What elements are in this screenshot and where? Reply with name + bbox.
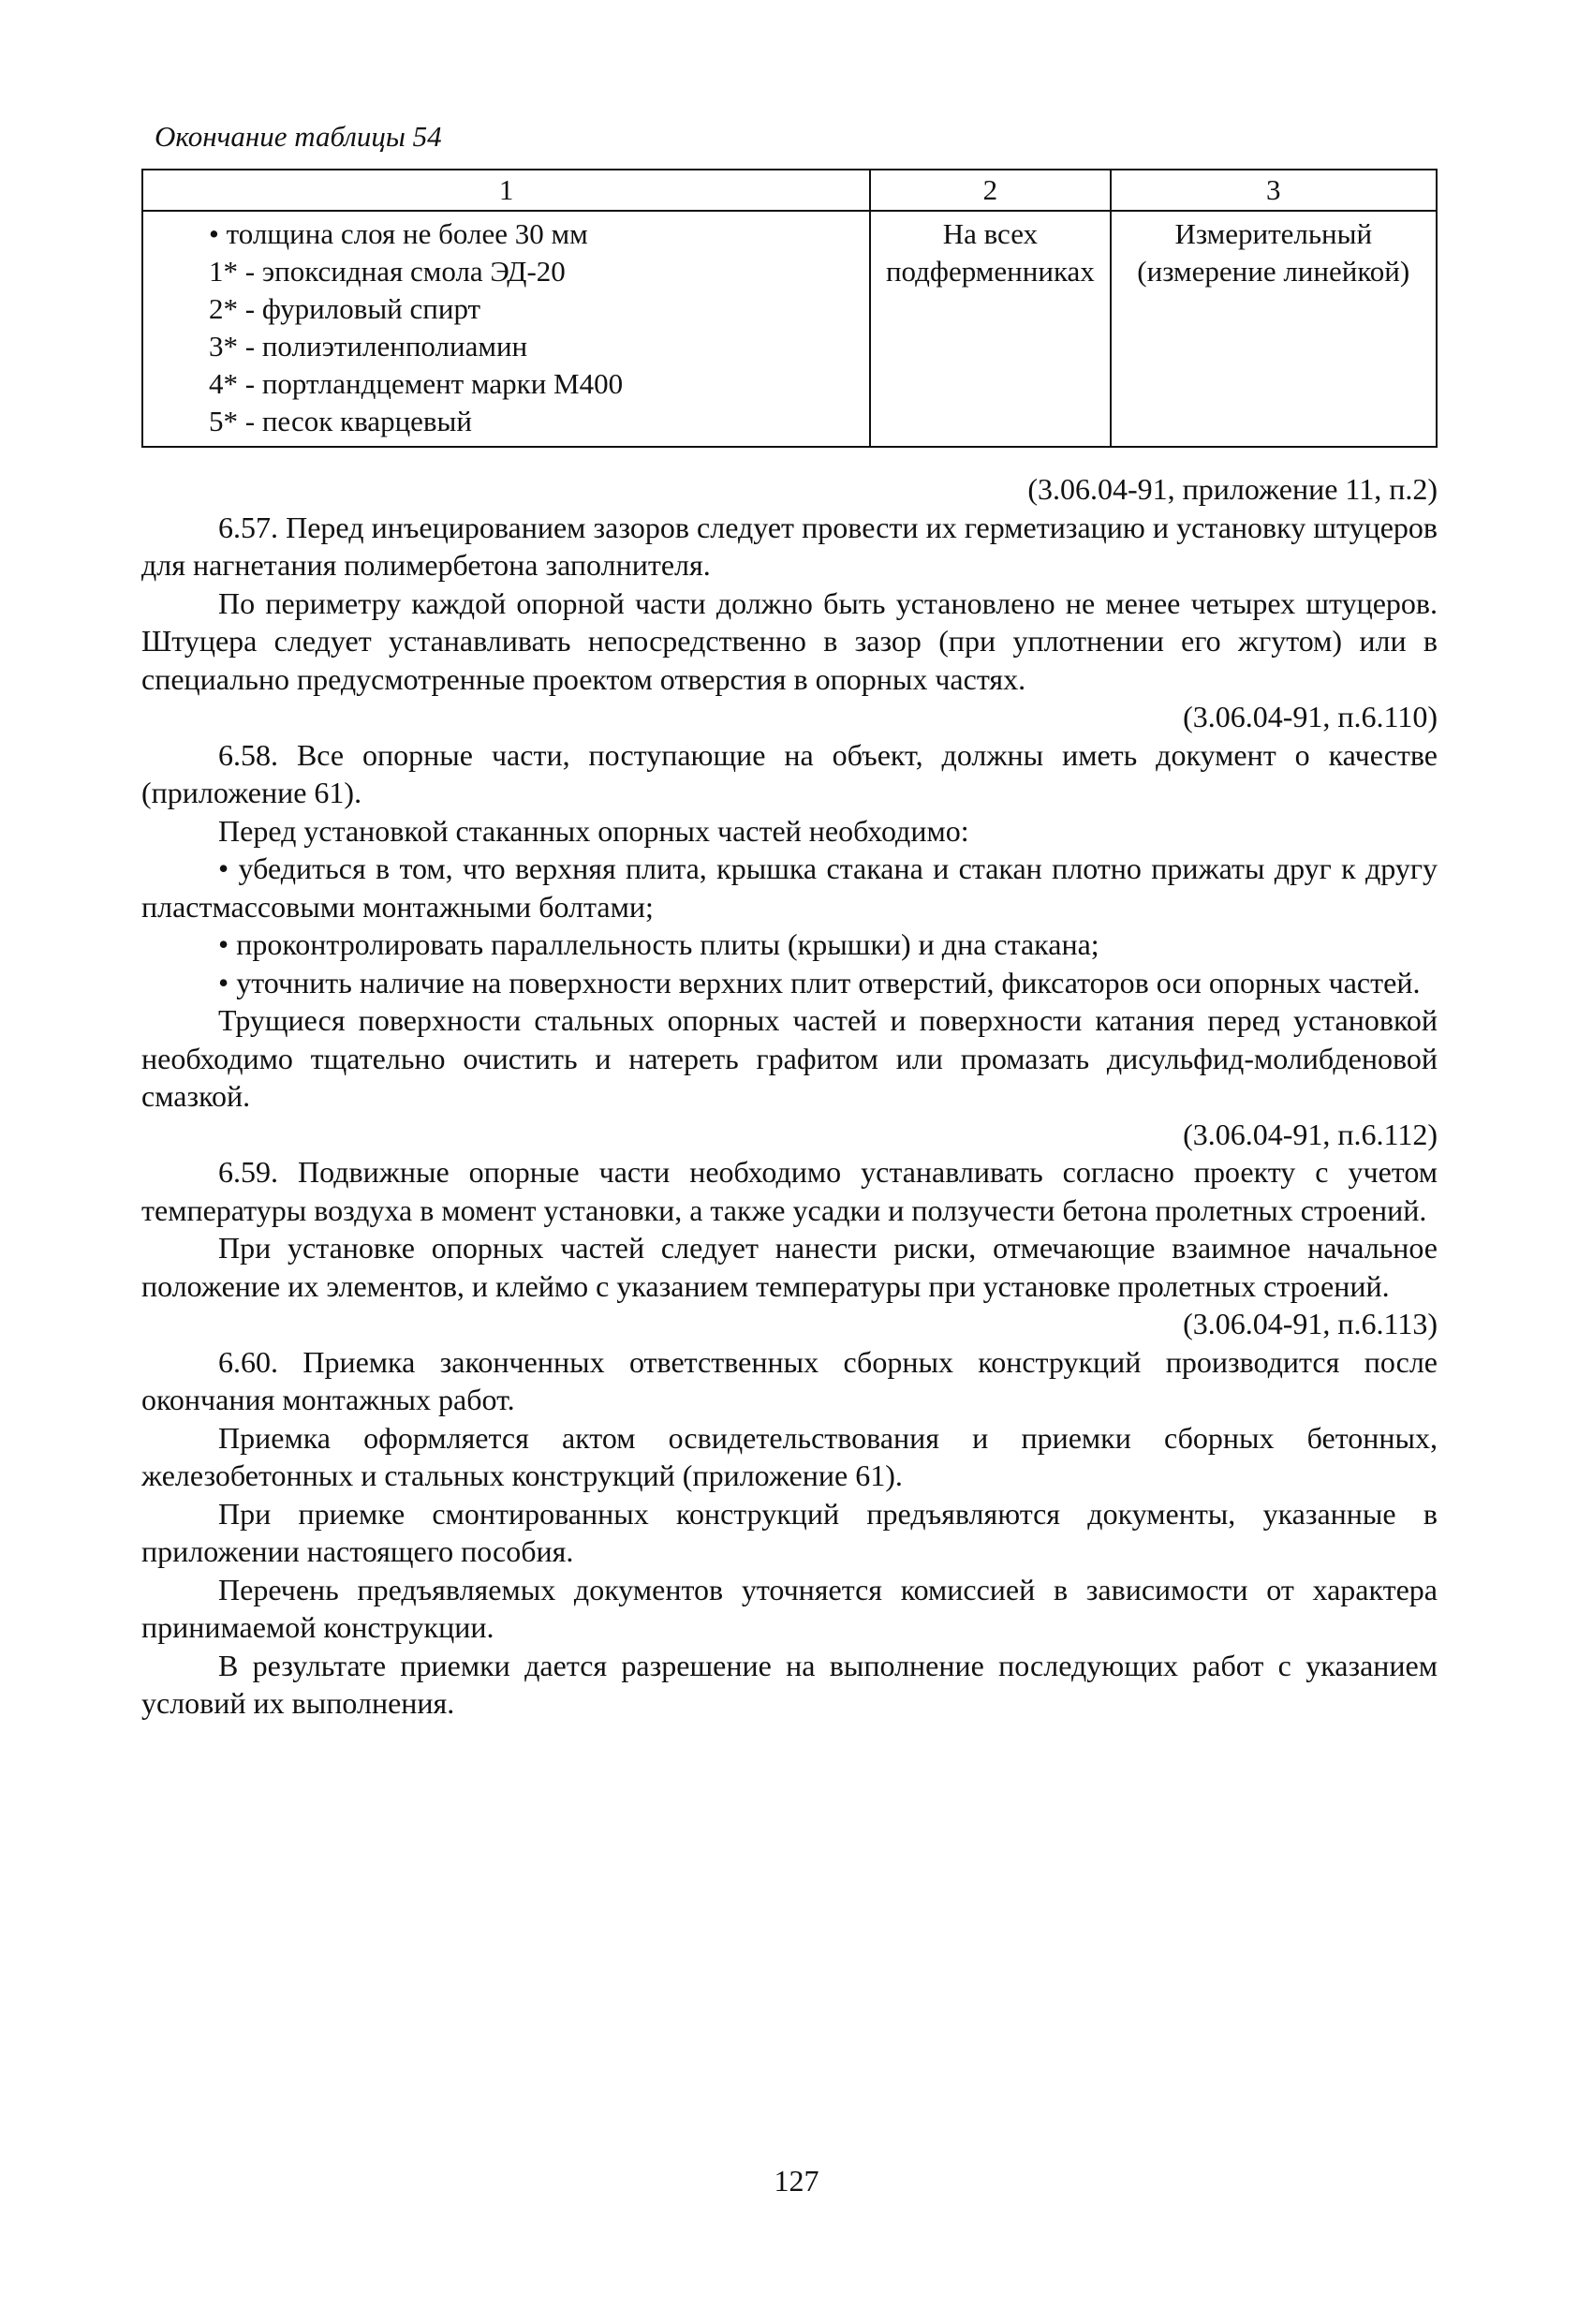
reference: (3.06.04-91, п.6.113): [1183, 1307, 1438, 1340]
header-col-2: 2: [870, 170, 1110, 211]
paragraph: 6.58. Все опорные части, поступающие на объект, должны иметь документ о качестве (приложение 61).: [141, 737, 1438, 809]
table-54: [141, 169, 1438, 448]
cell-line: 4* - портландцемент марки М400: [209, 367, 624, 400]
page-number: 127: [774, 2164, 819, 2198]
cell-line: • толщина слоя не более 30 мм: [209, 217, 588, 250]
paragraph: Перечень предъявляемых документов уточняется комиссией в зависимости от характера принимаемой конструкции.: [141, 1572, 1438, 1644]
cell-line: (измерение линейкой): [1137, 255, 1410, 288]
table-header-row: [142, 170, 1437, 211]
bullet-item: • убедиться в том, что верхняя плита, крышка стакана и стакан плотно прижаты друг к другу пластмассовыми монтажными болтами;: [141, 851, 1438, 924]
bullet-item: • проконтролировать параллельность плиты (крышки) и дна стакана;: [218, 927, 1099, 961]
paragraph: В результате приемки дается разрешение на выполнение последующих работ с указанием условий их выполнения.: [141, 1648, 1438, 1720]
paragraph: 6.57. Перед инъецированием зазоров следует провести их герметизацию и установку штуцеров для нагнетания полимербетона заполнителя.: [141, 510, 1438, 582]
paragraph: При установке опорных частей следует нанести риски, отмечающие взаимное начальное положение их элементов, и клеймо с указанием температуры при установке пролетных строений.: [141, 1231, 1438, 1303]
table-cell-materials: [142, 211, 870, 447]
cell-line: Измерительный: [1174, 217, 1373, 250]
cell-line: подферменниках: [885, 255, 1095, 288]
cell-line: 1* - эпоксидная смола ЭД-20: [209, 255, 566, 288]
table-cell-method: [1111, 211, 1437, 447]
bullet-item: • уточнить наличие на поверхности верхних плит отверстий, фиксаторов оси опорных частей.: [218, 965, 1421, 999]
cell-line: На всех: [942, 217, 1039, 250]
table-caption: Окончание таблицы 54: [155, 120, 442, 153]
paragraph: При приемке смонтированных конструкций предъявляются документы, указанные в приложении настоящего пособия.: [141, 1496, 1438, 1568]
paragraph: Приемка оформляется актом освидетельствования и приемки сборных бетонных, железобетонных и стальных конструкций (приложение 61).: [141, 1420, 1438, 1492]
cell-line: 2* - фуриловый спирт: [209, 292, 481, 325]
page-content: [141, 120, 1438, 1723]
header-col-1: 1: [142, 170, 870, 211]
paragraph: По периметру каждой опорной части должно быть установлено не менее четырех штуцеров. Штуцера следует устанавливать непосредственно в зазор (при уплотнении его жгутом) или в специально предусмотренные проектом отверстия в опорных частях.: [141, 585, 1438, 696]
table-row: [142, 211, 1437, 447]
paragraph: 6.60. Приемка законченных ответственных сборных конструкций производится после окончания монтажных работ.: [141, 1344, 1438, 1416]
reference: (3.06.04-91, п.6.112): [1183, 1117, 1438, 1151]
table-cell-scope: [870, 211, 1110, 447]
paragraph: Перед установкой стаканных опорных частей необходимо:: [218, 813, 969, 848]
paragraph: 6.59. Подвижные опорные части необходимо устанавливать согласно проекту с учетом температуры воздуха в момент установки, а также усадки и ползучести бетона пролетных строений.: [141, 1155, 1438, 1227]
header-col-3: 3: [1111, 170, 1437, 211]
paragraph: Трущиеся поверхности стальных опорных частей и поверхности катания перед установкой необходимо тщательно очистить и натереть графитом или промазать дисульфид-молибденовой смазкой.: [141, 1003, 1438, 1113]
cell-line: 3* - полиэтиленполиамин: [209, 330, 528, 363]
reference: (3.06.04-91, п.6.110): [1183, 700, 1438, 733]
reference: (3.06.04-91, приложение 11, п.2): [1027, 472, 1438, 506]
cell-line: 5* - песок кварцевый: [209, 405, 472, 437]
body-text: [141, 470, 1438, 1723]
